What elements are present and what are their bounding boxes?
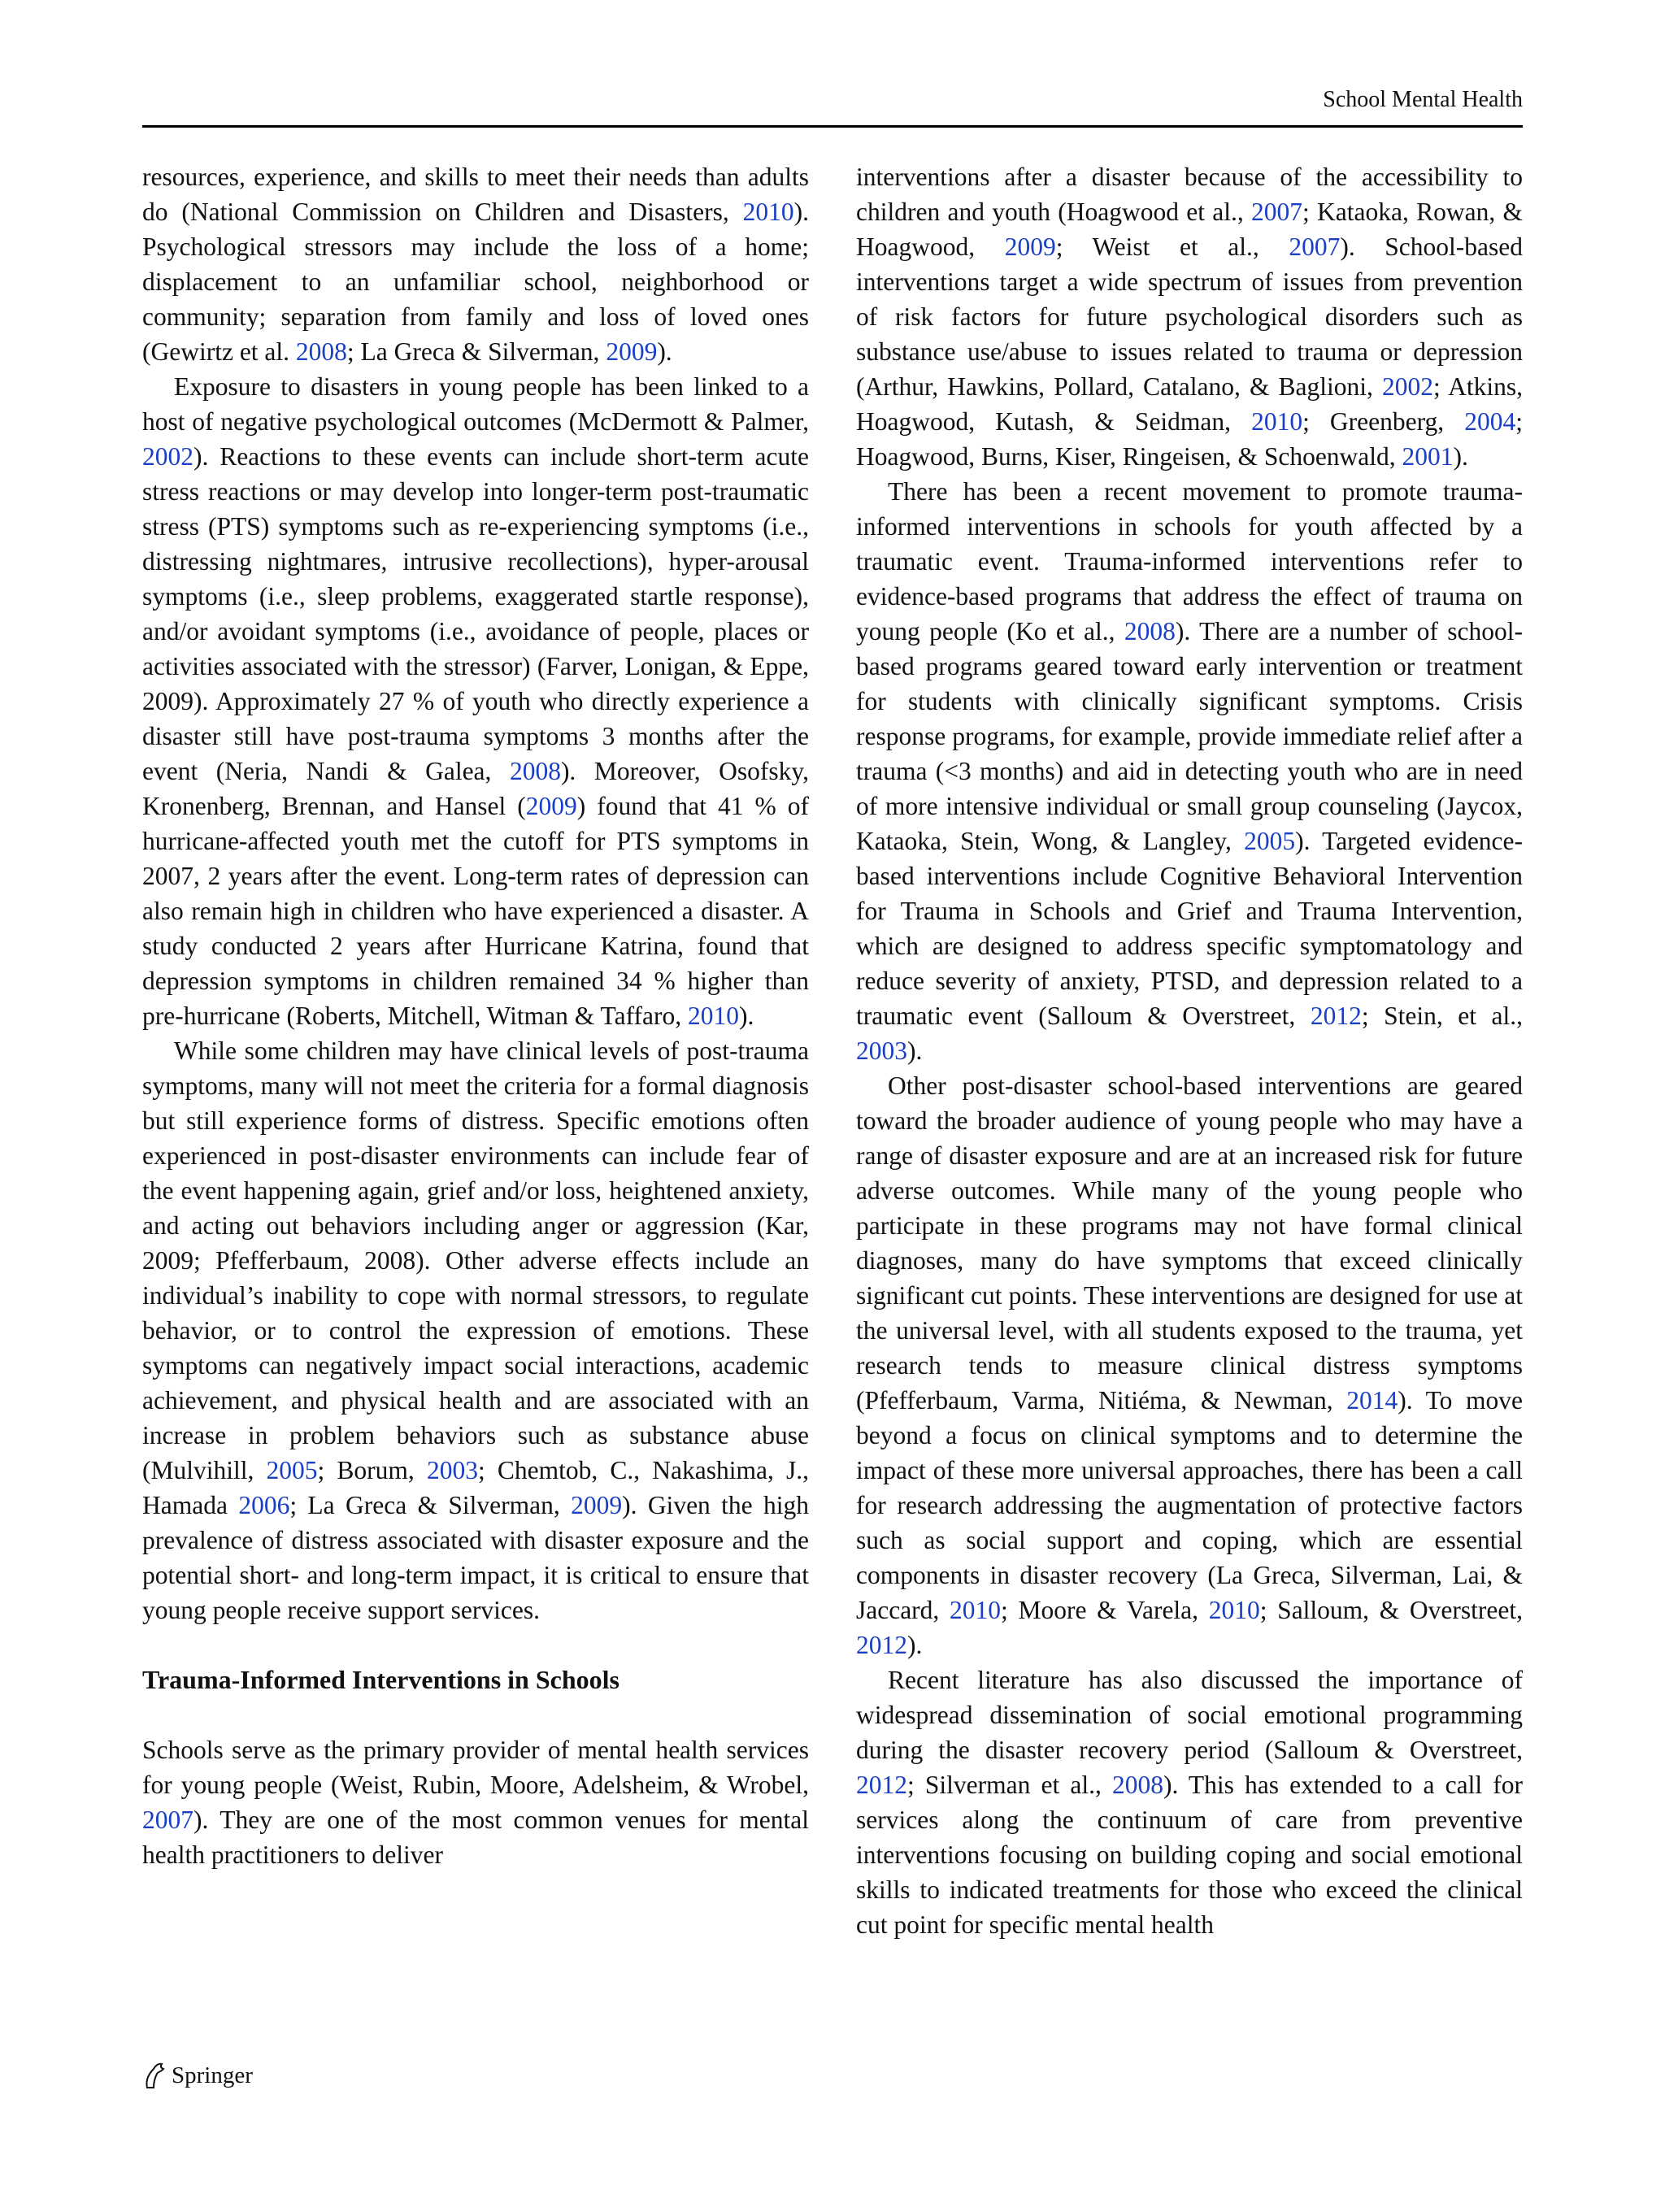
text-run: ). Reactions to these events can include short-term acute stress reactions or may develop into longer-term post-traumatic stress (PTS) symptoms such as re-experiencing symptoms (i.e., distressing nightmares, intrusive recollections), hyper-arousal symptoms (i.e., sleep problems, exaggerated startle response), and/or avoidant symptoms (i.e., avoidance of people, places or activities associated with the stressor) (Farver, Lonigan, & Eppe, 2009). Approximately 27 % of youth who directly experience a disaster still have post-trauma symptoms 3 months after the event (Neria, Nandi & Galea, [142,442,809,785]
citation-link[interactable]: 2014 [1346,1386,1398,1415]
text-run: ). [907,1036,923,1065]
text-run: ; La Greca & Silverman, [289,1491,572,1519]
text-run: resources, experience, and skills to meet their needs than adults do (National Commission on Children and Disasters, [142,163,809,226]
citation-link[interactable]: 2003 [426,1456,478,1484]
citation-link[interactable]: 2008 [1111,1771,1163,1799]
citation-link[interactable]: 2009 [525,792,577,820]
text-run: ). [738,1002,754,1030]
citation-link[interactable]: 2002 [142,442,193,471]
paragraph [856,159,1523,474]
text-run: ). There are a number of school-based programs geared toward early intervention or treatment for students with clinically significant symptoms. Crisis response programs, for example, provide immediate relief after a trauma (<3 months) and aid in detecting youth who are in need of more intensive individual or small group counseling (Jaycox, Kataoka, Stein, Wong, & Langley, [856,617,1524,855]
citation-link[interactable]: 2005 [266,1456,318,1484]
citation-link[interactable]: 2003 [856,1036,907,1065]
citation-link[interactable]: 2007 [142,1806,193,1834]
citation-link[interactable]: 2001 [1402,442,1454,471]
text-run: ; Stein, et al., [1361,1002,1523,1030]
citation-link[interactable]: 2008 [295,337,347,366]
citation-link[interactable]: 2002 [1382,372,1434,401]
text-run: ; Atkins, Hoagwood, Kutash, & Seidman, [856,372,1523,436]
citation-link[interactable]: 2010 [1208,1596,1260,1624]
paragraph [856,474,1523,1068]
citation-link[interactable]: 2004 [1464,407,1516,436]
text-run: ). Psychological stressors may include the loss of a home; displacement to an unfamiliar school, neighborhood or community; separation from family and loss of loved ones (Gewirtz et al. [142,198,809,366]
text-run: While some children may have clinical levels of post-trauma symptoms, many will not meet the criteria for a formal diagnosis but still experience forms of distress. Specific emotions often experienced in post-disaster environments can include fear of the event happening again, grief and/or loss, heightened anxiety, and acting out behaviors including anger or aggression (Kar, 2009; Pfefferbaum, 2008). Other adverse effects include an individual’s inability to cope with normal stressors, to regulate behavior, or to control the expression of emotions. These symptoms can negatively impact social interactions, academic achievement, and physical health and are associated with an increase in problem behaviors such as substance abuse (Mulvihill, [142,1036,809,1484]
text-run: ). Targeted evidence-based interventions include Cognitive Behavioral Intervention for Trauma in Schools and Grief and Trauma Intervention, which are designed to address specific symptomatology and reduce severity of anxiety, PTSD, and depression related to a traumatic event (Salloum & Overstreet, [856,827,1523,1030]
text-run: ). This has extended to a call for services along the continuum of care from preventive interventions focusing on building coping and social emotional skills to indicated treatments for those who exceed the clinical cut point for specific mental health [856,1771,1523,1939]
paragraph [142,1732,809,1872]
citation-link[interactable]: 2012 [856,1771,907,1799]
citation-link[interactable]: 2009 [1004,232,1056,261]
text-run: Recent literature has also discussed the importance of widespread dissemination of social emotional programming during the disaster recovery period (Salloum & Overstreet, [856,1666,1523,1764]
paragraph [142,369,809,1033]
citation-link[interactable]: 2007 [1289,232,1341,261]
text-run: ; Greenberg, [1302,407,1465,436]
citation-link[interactable]: 2012 [1310,1002,1362,1030]
text-run: ). [657,337,672,366]
text-run: ; Borum, [317,1456,427,1484]
text-run: ) found that 41 % of hurricane-affected youth met the cutoff for PTS symptoms in 2007, 2 years after the event. Long-term rates of depression can also remain high in children who have experienced a disaster. A study conducted 2 years after Hurricane Katrina, found that depression symptoms in children remained 34 % higher than pre-hurricane (Roberts, Mitchell, Witman & Taffaro, [142,792,809,1030]
citation-link[interactable]: 2005 [1244,827,1296,855]
text-run: ; Salloum, & Overstreet, [1259,1596,1523,1624]
text-run: ; Hoagwood, Burns, Kiser, Ringeisen, & Schoenwald, [856,407,1523,471]
text-run: ; La Greca & Silverman, [346,337,606,366]
running-head: School Mental Health [1323,87,1523,112]
springer-horse-icon [142,2061,167,2090]
text-run: ). They are one of the most common venues for mental health practitioners to deliver [142,1806,809,1869]
text-run: ; Weist et al., [1055,232,1289,261]
citation-link[interactable]: 2010 [950,1596,1001,1624]
citation-link[interactable]: 2007 [1251,198,1302,226]
text-run: ). [907,1631,923,1659]
right-column [856,159,1523,1942]
text-run: There has been a recent movement to promote trauma-informed interventions in schools for youth affected by a traumatic event. Trauma-informed interventions refer to evidence-based programs that address the effect of trauma on young people (Ko et al., [856,477,1523,645]
citation-link[interactable]: 2008 [509,757,561,785]
paragraph [142,1033,809,1627]
paragraph [856,1662,1523,1942]
text-run: ; Moore & Varela, [1001,1596,1209,1624]
header-rule [142,125,1523,128]
text-run: ; Kataoka, Rowan, & Hoagwood, [856,198,1523,261]
text-run: ). [1453,442,1468,471]
publisher-name: Springer [172,2062,253,2088]
text-run: ). To move beyond a focus on clinical symptoms and to determine the impact of these more universal approaches, there has been a call for research addressing the augmentation of protective factors such as social support and coping, which are essential components in disaster recovery (La Greca, Silverman, Lai, & Jaccard, [856,1386,1523,1624]
citation-link[interactable]: 2006 [238,1491,290,1519]
citation-link[interactable]: 2008 [1124,617,1176,645]
citation-link[interactable]: 2012 [856,1631,907,1659]
text-run: ). Given the high prevalence of distress associated with disaster exposure and the potential short- and long-term impact, it is critical to ensure that young people receive support services. [142,1491,809,1624]
text-run: ). Moreover, Osofsky, Kronenberg, Brennan, and Hansel ( [142,757,809,820]
text-run: Schools serve as the primary provider of mental health services for young people (Weist, Rubin, Moore, Adelsheim, & Wrobel, [142,1736,809,1799]
text-run: ; Chemtob, C., Nakashima, J., Hamada [142,1456,809,1519]
publisher-footer [142,2061,253,2090]
left-column [142,159,809,1872]
citation-link[interactable]: 2010 [687,1002,739,1030]
citation-link[interactable]: 2010 [742,198,794,226]
citation-link[interactable]: 2009 [606,337,658,366]
text-run: interventions after a disaster because of the accessibility to children and youth (Hoagwood et al., [856,163,1523,226]
text-run: Other post-disaster school-based interventions are geared toward the broader audience of young people who may have a range of disaster exposure and are at an increased risk for future adverse outcomes. While many of the young people who participate in these programs may not have formal clinical diagnoses, many do have symptoms that exceed clinically significant cut points. These interventions are designed for use at the universal level, with all students exposed to the trauma, yet research tends to measure clinical distress symptoms (Pfefferbaum, Varma, Nitiéma, & Newman, [856,1071,1523,1415]
paragraph [856,1068,1523,1662]
section-heading: Trauma-Informed Interventions in Schools [142,1665,619,1694]
paragraph [142,159,809,369]
citation-link[interactable]: 2009 [571,1491,623,1519]
citation-link[interactable]: 2010 [1251,407,1303,436]
text-run: ; Silverman et al., [907,1771,1112,1799]
text-run: ). School-based interventions target a wide spectrum of issues from prevention of risk factors for future psychological disorders such as substance use/abuse to issues related to trauma or depression (Arthur, Hawkins, Pollard, Catalano, & Baglioni, [856,232,1523,401]
text-run: Exposure to disasters in young people has been linked to a host of negative psychological outcomes (McDermott & Palmer, [142,372,809,436]
